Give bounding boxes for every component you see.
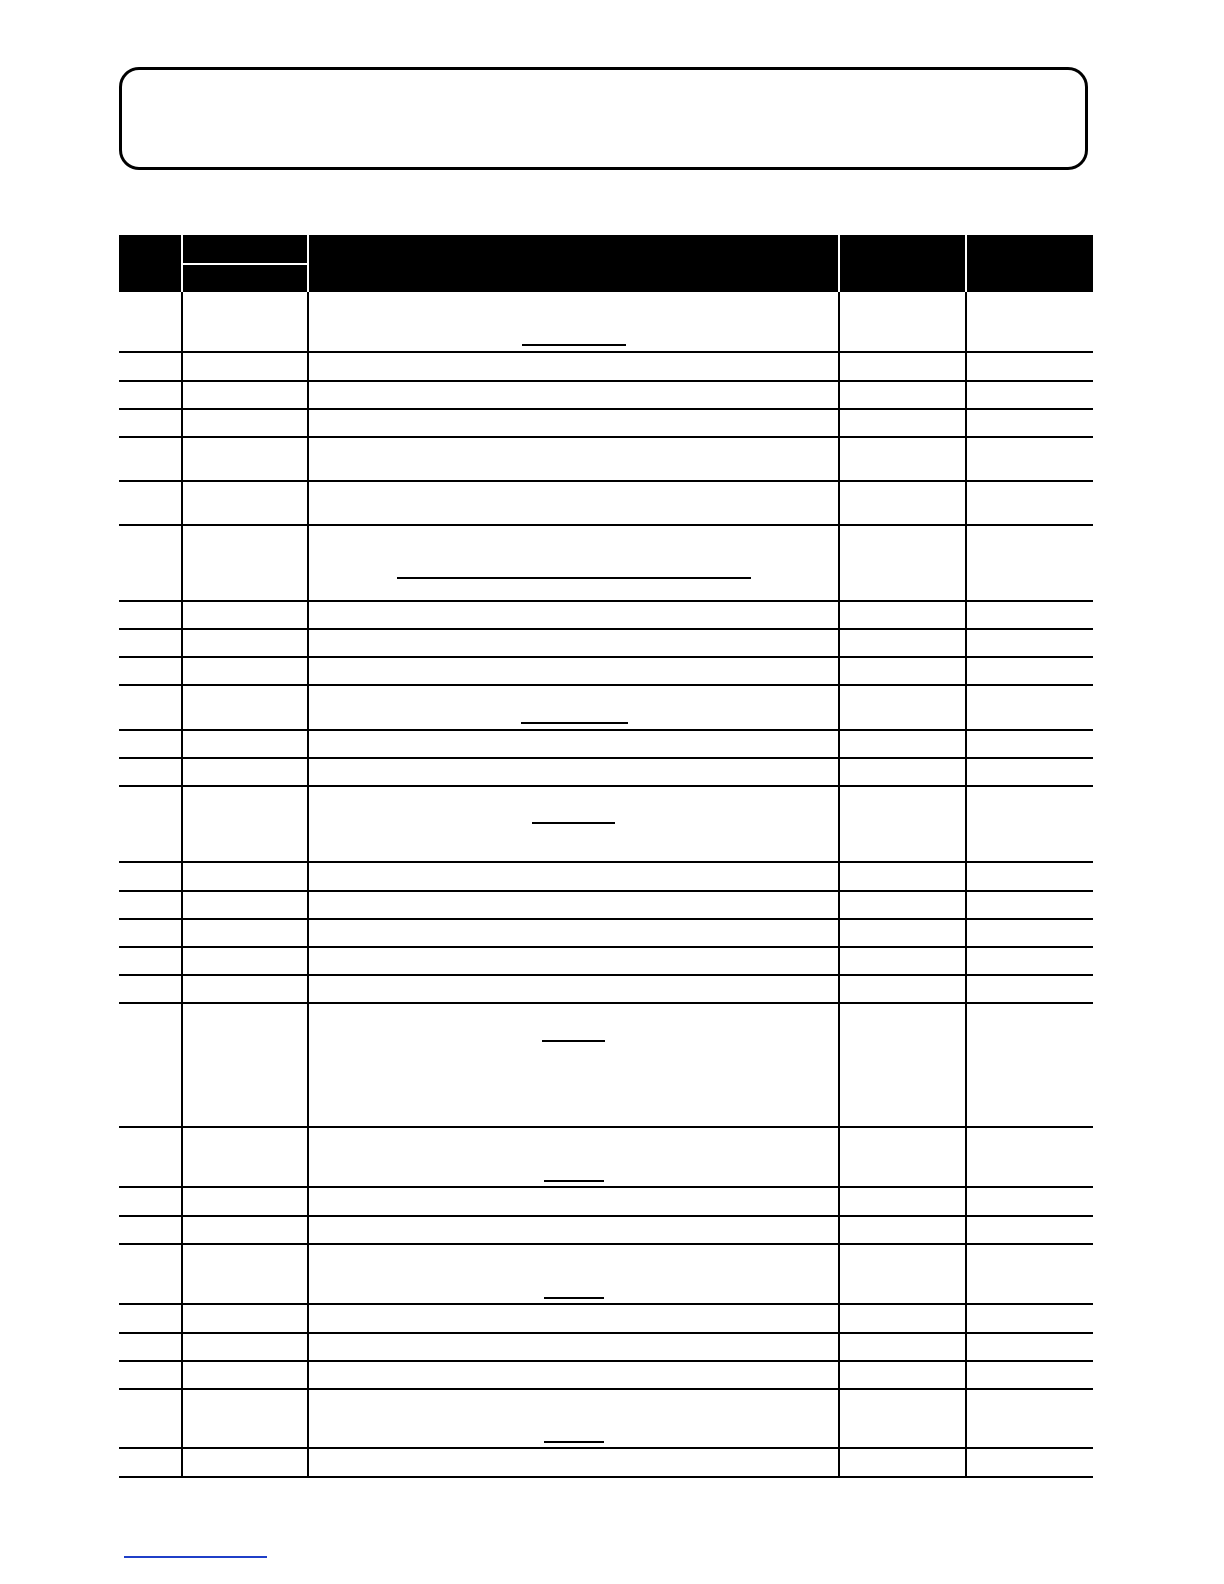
- row-line: [119, 1126, 1093, 1128]
- underline-mark: [544, 1441, 604, 1443]
- row-line: [119, 408, 1093, 410]
- header-separator: [307, 235, 309, 292]
- row-line: [119, 1186, 1093, 1188]
- underline-mark: [521, 722, 628, 724]
- header-subdivider: [183, 263, 307, 265]
- row-line: [119, 785, 1093, 787]
- row-line: [119, 480, 1093, 482]
- row-line: [119, 684, 1093, 686]
- column-line: [965, 292, 967, 1478]
- footer-link[interactable]: [124, 1556, 267, 1558]
- underline-mark: [544, 1297, 604, 1299]
- column-line: [307, 292, 309, 1478]
- row-line: [119, 1215, 1093, 1217]
- column-line: [838, 292, 840, 1478]
- row-line: [119, 890, 1093, 892]
- row-line: [119, 436, 1093, 438]
- underline-mark: [542, 1040, 605, 1042]
- row-line: [119, 918, 1093, 920]
- table-header: [119, 235, 1093, 292]
- row-line: [119, 1476, 1093, 1478]
- row-line: [119, 600, 1093, 602]
- row-line: [119, 628, 1093, 630]
- header-separator: [838, 235, 840, 292]
- header-separator: [965, 235, 967, 292]
- underline-mark: [397, 577, 751, 579]
- row-line: [119, 1243, 1093, 1245]
- row-line: [119, 656, 1093, 658]
- row-line: [119, 861, 1093, 863]
- underline-mark: [522, 344, 626, 346]
- row-line: [119, 1447, 1093, 1449]
- row-line: [119, 974, 1093, 976]
- underline-mark: [532, 822, 615, 824]
- row-line: [119, 729, 1093, 731]
- row-line: [119, 1388, 1093, 1390]
- underline-mark: [544, 1180, 604, 1182]
- row-line: [119, 1360, 1093, 1362]
- row-line: [119, 351, 1093, 353]
- data-table: [119, 235, 1093, 1480]
- row-line: [119, 1002, 1093, 1004]
- title-box: [119, 67, 1088, 170]
- row-line: [119, 380, 1093, 382]
- row-line: [119, 524, 1093, 526]
- row-line: [119, 946, 1093, 948]
- column-line: [181, 292, 183, 1478]
- row-line: [119, 757, 1093, 759]
- row-line: [119, 1332, 1093, 1334]
- row-line: [119, 1303, 1093, 1305]
